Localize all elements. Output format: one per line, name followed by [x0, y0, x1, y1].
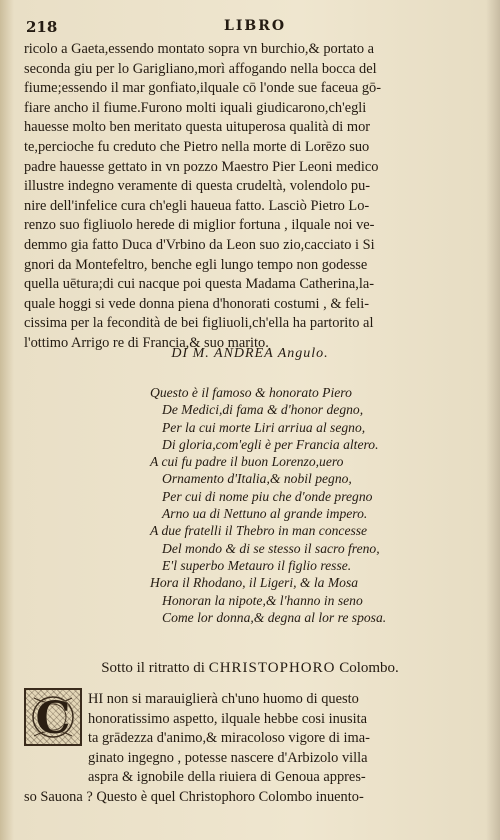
text-line: aspra & ignobile della riuiera di Genoua appres- [88, 769, 366, 786]
poem-line: Hora il Rhodano, il Ligeri, & la Mosa [150, 575, 359, 591]
caption-prefix: Sotto il ritratto di [101, 660, 205, 676]
poem-line: Per la cui morte Liri arriua al segno, [162, 419, 366, 435]
text-line: hauesse molto ben meritato questa uituperosa qualità di mor [24, 119, 371, 136]
caption-name: CHRISTOPHORO [208, 660, 336, 676]
poem-line: A cui fu padre il buon Lorenzo,uero [150, 454, 344, 470]
poem-line: De Medici,di fama & d'honor degno, [162, 402, 364, 418]
paragraph-2 [24, 690, 488, 808]
text-line: cissima per la fecondità de bei figliuoli,ch'ella ha partorito al [24, 315, 374, 332]
poem-line: Per cui di nome piu che d'onde pregno [162, 488, 373, 504]
text-line: ta grādezza d'animo,& miracoloso vigore di ima- [88, 730, 370, 747]
text-line: l'ottimo Arrigo re di Francia,& suo marito. [24, 334, 269, 351]
poem-line: Di gloria,com'egli è per Francia altero. [162, 436, 379, 452]
page-number: 218 [26, 18, 58, 36]
text-line: so Sauona ? Questo è quel Christophoro Colombo inuento- [24, 788, 364, 805]
text-line: ricolo a Gaeta,essendo montato sopra vn burchio,& portato a [24, 41, 375, 57]
poem-line: A due fratelli il Thebro in man concesse [150, 523, 368, 539]
section-title: DI M. ANDREA Angulo. [171, 346, 329, 361]
text-line: fiume;essendo il mar gonfiato,ilquale cō l'onde sue faceua gō- [24, 80, 382, 97]
paragraph-1 [24, 40, 488, 354]
text-line: honoratissimo aspetto, ilquale hebbe cosi inusita [88, 710, 367, 727]
text-line: seconda giu per lo Garigliano,morì affogando nella bocca del [24, 60, 377, 77]
poem [150, 384, 484, 626]
text-line: padre hauesse gettato in vn pozzo Maestro Pier Leoni medico [24, 158, 379, 175]
caption-suffix: Colombo. [339, 660, 399, 676]
text-line: nire dell'infelice cura ch'egli haueua fatto. Lasciò Pietro Lo- [24, 197, 370, 214]
poem-line: E'l superbo Metauro il figlio resse. [162, 557, 352, 573]
poem-line: Questo è il famoso & honorato Piero [150, 385, 352, 400]
text-line: renzo suo figliuolo herede di miglior fortuna , ilquale noi ve- [24, 217, 375, 234]
text-line: HI non si marauiglierà ch'uno huomo di questo [88, 691, 359, 707]
decorated-initial [24, 688, 82, 746]
poem-line: Del mondo & di se stesso il sacro freno, [162, 540, 380, 556]
poem-line: Come lor donna,& degna al lor re sposa. [162, 609, 387, 625]
text-line: quale hoggi si vede donna piena d'honorati costumi , & feli- [24, 295, 370, 312]
text-line: illustre indegno veramente di questa crudeltà, volendolo pu- [24, 178, 371, 195]
gutter-shadow [486, 0, 500, 840]
text-line: ginato ingegno , potesse nascere d'Arbizolo villa [88, 749, 368, 766]
poem-line: Arno ua di Nettuno al grande impero. [162, 506, 368, 522]
poem-line: Ornamento d'Italia,& nobil pegno, [162, 471, 352, 487]
initial-letter: C [35, 693, 71, 744]
page-header [26, 18, 484, 36]
text-line: quella uētura;di cui nacque poi questa Madama Catherina,la- [24, 276, 375, 293]
portrait-caption [0, 660, 500, 677]
text-line: te,percioche fu creduto che Pietro nella morte di Lorēzo suo [24, 138, 370, 155]
text-line: fiare ancho il fiume.Furono molti iquali giudicarono,ch'egli [24, 99, 367, 116]
poem-line: Honoran la nipote,& l'hanno in seno [162, 592, 363, 608]
text-line: demmo gia fatto Duca d'Vrbino da Leon suo zio,cacciato i Si [24, 236, 375, 253]
text-line: gnori da Montefeltro, benche egli lungo tempo non godesse [24, 256, 368, 273]
running-title: LIBRO [223, 18, 287, 34]
